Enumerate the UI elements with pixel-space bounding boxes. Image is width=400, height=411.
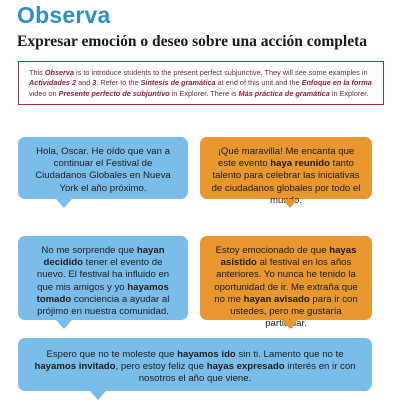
speech-bubble-tail [282, 320, 298, 329]
note-emphasis: Presente perfecto de subjuntivo [58, 88, 170, 98]
bubble-text: ¡Qué maravilla! Me encanta que este evento [217, 146, 355, 170]
bubble-text: tanto talento para celebrar las iniciativas de ciudadanos globales por todo el mundo. [211, 158, 361, 206]
note-text: in Explorer. There is [169, 88, 239, 98]
note-text: and [76, 78, 93, 88]
bubble-text: Estoy emocionado de que [215, 245, 330, 256]
bubble-text: al festival en los años anteriores. Yo nunca he tenido la oportunidad de ir. Me extraña que no me [214, 257, 358, 305]
bubble-text: interés en ir con nosotros el año que viene. [138, 361, 356, 385]
speech-bubble-4 [200, 236, 372, 330]
note-emphasis: Observa [44, 68, 75, 77]
note-text: video on [29, 88, 59, 98]
bubble-text: Hola, Oscar. He oído que van a continuar el Festival de Ciudadanos Globales en Nueva York el año próximo. [35, 146, 171, 194]
note-emphasis: Enfoque en la forma [301, 78, 372, 88]
note-text: in Explorer. [329, 88, 369, 98]
page-subtitle: Expresar emoción o deseo sobre una acción completa [17, 33, 368, 50]
teacher-note [18, 61, 384, 105]
note-text: . Refer to the [96, 78, 141, 88]
bubble-text: para ir con ustedes, pero me gustaría participar. [230, 293, 358, 330]
subjunctive-highlight: hayas asistido [220, 245, 357, 269]
speech-bubble-tail [56, 199, 72, 208]
note-text: is to introduce students to the present perfect subjunctive. They will see some examples in [74, 68, 368, 77]
subjunctive-highlight: haya reunido [270, 158, 330, 170]
speech-bubble-1 [18, 137, 188, 199]
subjunctive-highlight: hayamos invitado [34, 361, 116, 373]
speech-bubble-3 [18, 236, 188, 320]
speech-bubble-tail [90, 391, 106, 400]
note-emphasis: Síntesis de gramática [140, 78, 216, 88]
page-title: Observa [17, 2, 111, 28]
bubble-text: tener el evento de nuevo. El festival ha influido en que mis amigos y yo [36, 257, 170, 293]
speech-bubble-tail [56, 320, 72, 329]
subjunctive-highlight: hayamos tomado [36, 281, 169, 305]
speech-bubble-5 [18, 338, 372, 391]
speech-bubble-tail [282, 199, 298, 208]
subjunctive-highlight: hayas expresado [206, 361, 285, 373]
bubble-text: sin ti. Lamento que no te [235, 349, 344, 360]
note-emphasis: 3 [92, 78, 97, 88]
subjunctive-highlight: hayamos ido [177, 349, 236, 360]
speech-bubble-2 [200, 137, 372, 206]
bubble-text: conciencia a ayudar al prójimo en nuestra comunidad. [37, 293, 170, 318]
bubble-text: , pero estoy feliz que [115, 361, 207, 373]
bubble-text: Espero que no te moleste que [46, 349, 178, 360]
note-emphasis: Más práctica de gramática [238, 88, 330, 98]
bubble-text: No me sorprende que [41, 245, 137, 256]
note-emphasis: Actividades 2 [29, 78, 77, 88]
note-text: This [29, 68, 45, 77]
note-text: at end of this unit and the [215, 78, 302, 88]
subjunctive-highlight: hayan avisado [243, 293, 310, 305]
subjunctive-highlight: hayan decidido [43, 245, 165, 269]
